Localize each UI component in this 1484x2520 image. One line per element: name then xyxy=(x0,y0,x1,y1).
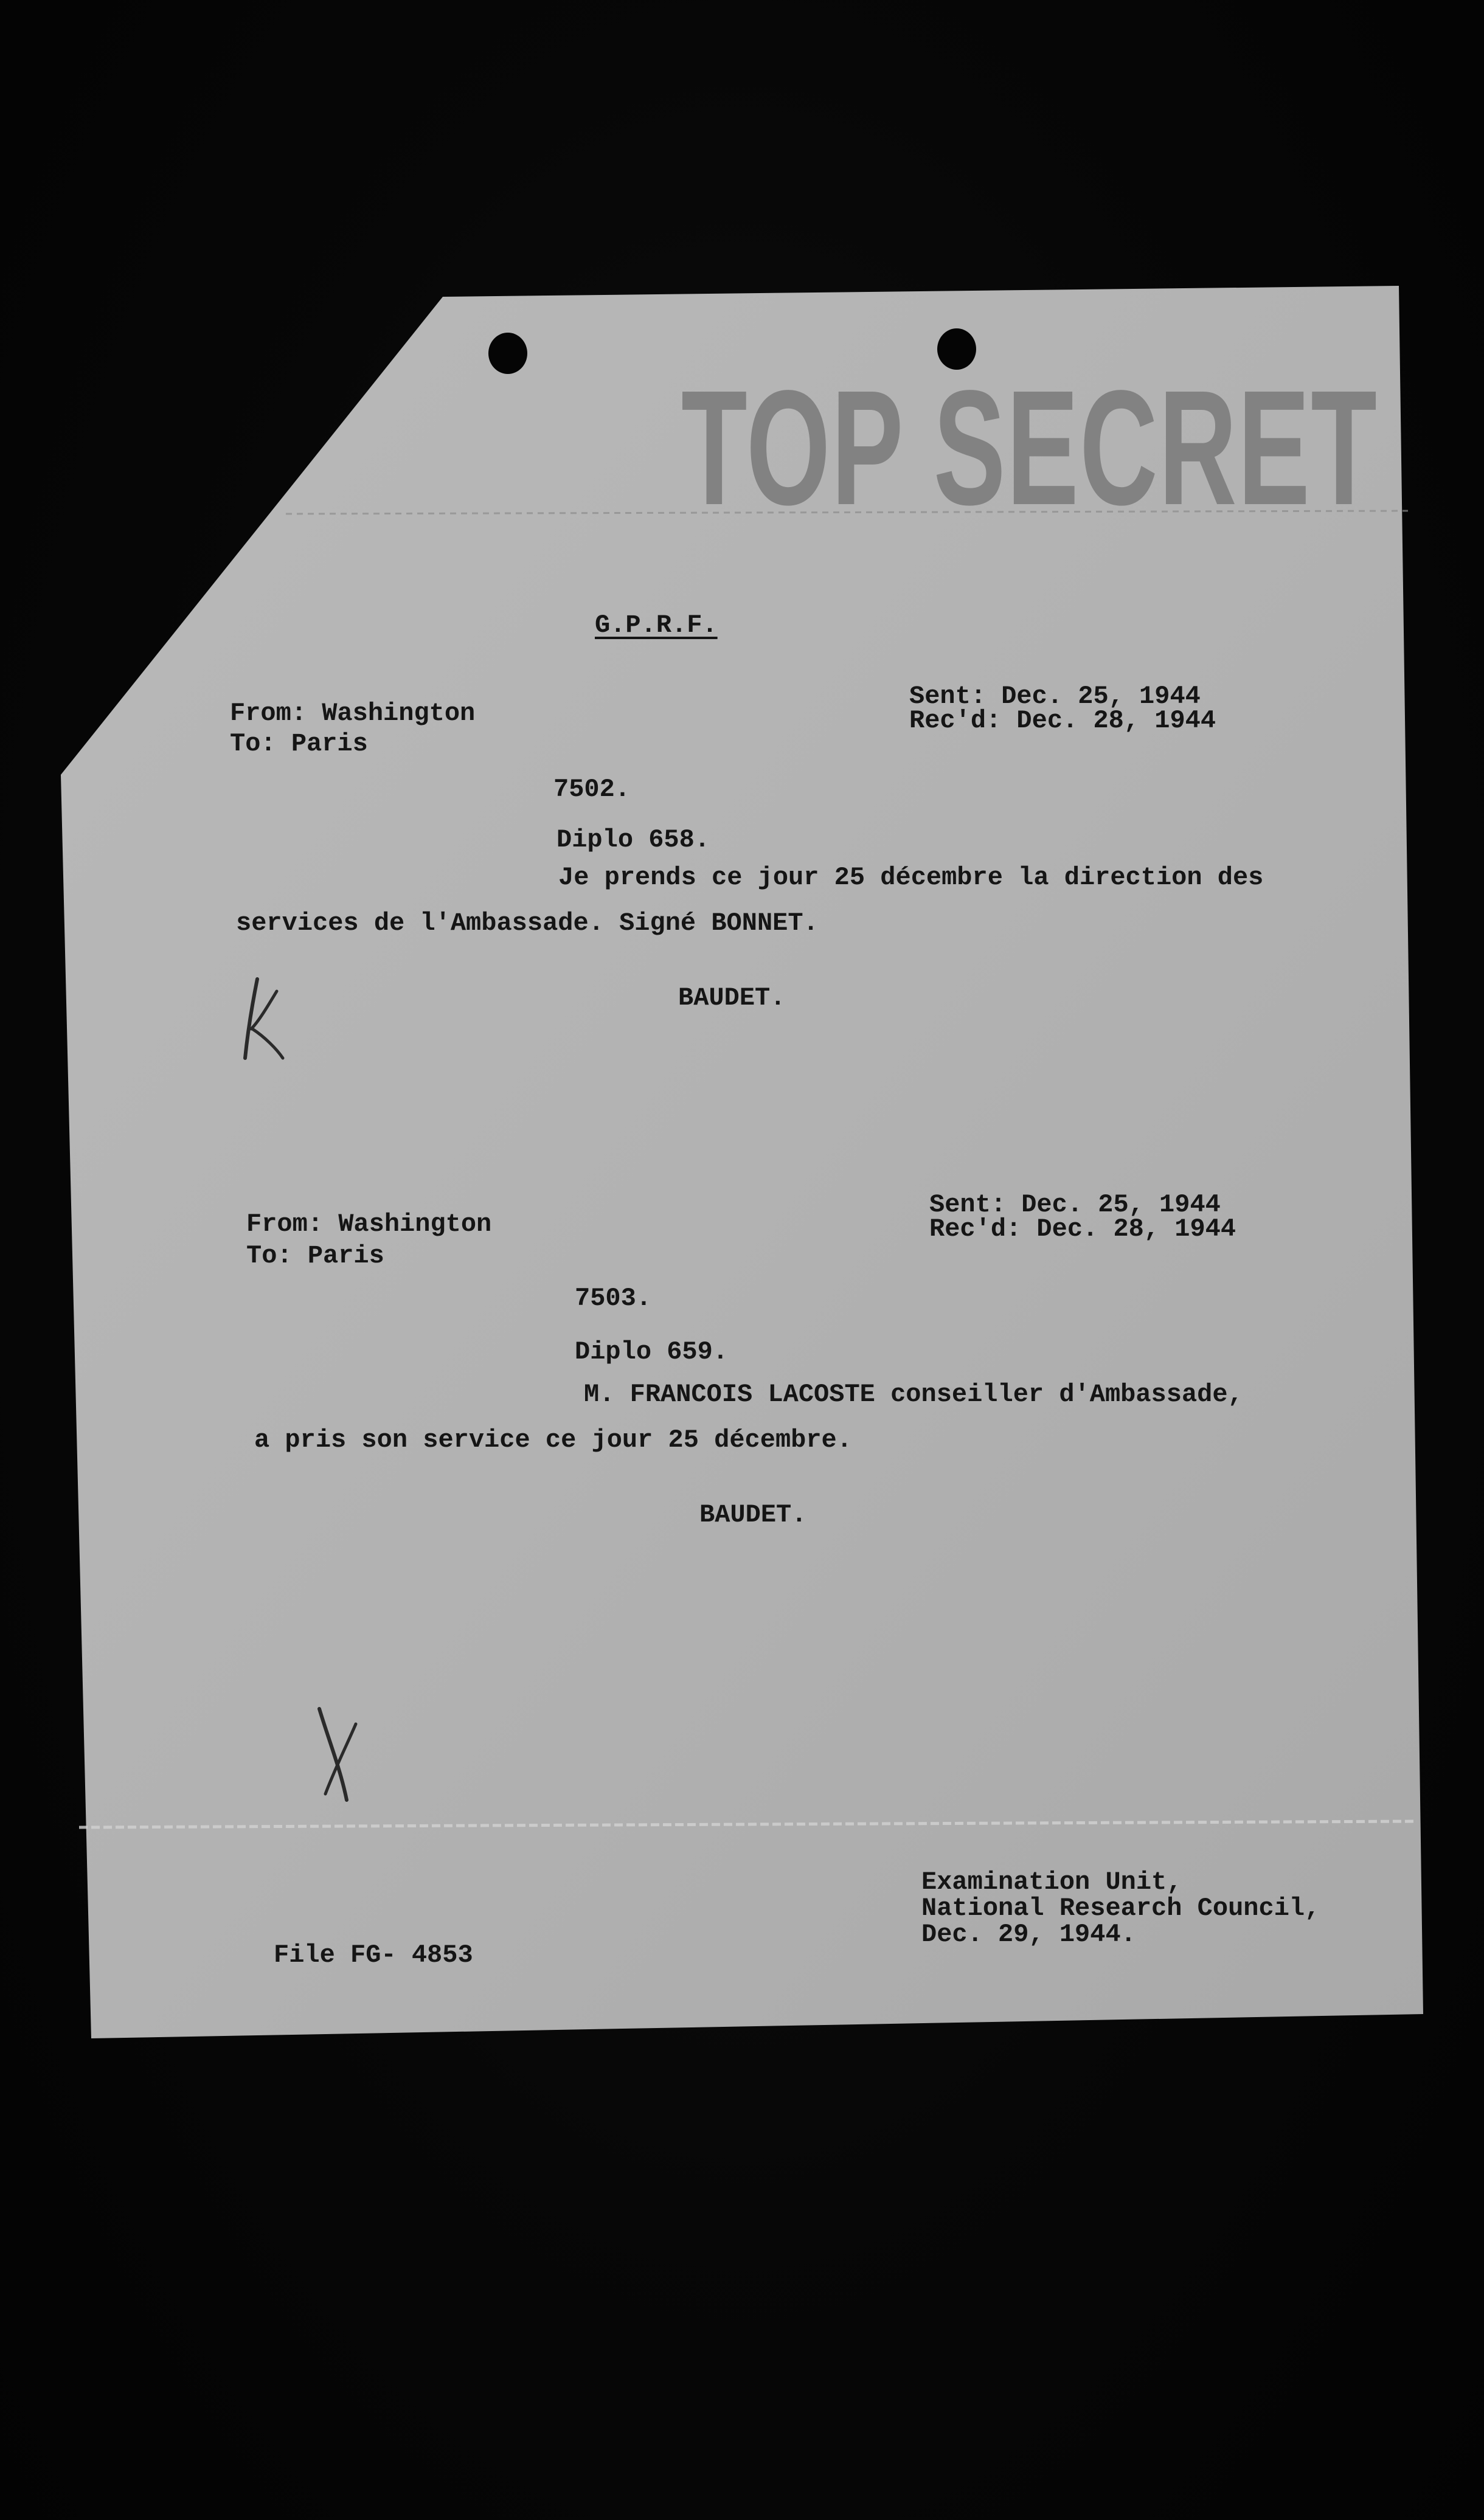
examination-unit-line-1: Examination Unit, xyxy=(921,1868,1182,1897)
message-1-received: Rec'd: Dec. 28, 1944 xyxy=(909,706,1216,735)
message-1-diplo: Diplo 658. xyxy=(556,825,710,854)
message-1-number: 7502. xyxy=(553,775,631,804)
handwritten-mark-k xyxy=(234,973,301,1064)
examination-unit-line-2: National Research Council, xyxy=(921,1894,1320,1923)
message-1-from: From: Washington xyxy=(230,699,476,728)
message-1-to: To: Paris xyxy=(230,729,368,758)
message-2-body-line-1: M. FRANCOIS LACOSTE conseiller d'Ambassade, xyxy=(584,1380,1243,1409)
handwritten-mark-x xyxy=(307,1703,374,1806)
top-secret-stamp: TOP SECRET xyxy=(681,357,1378,539)
file-number: File FG- 4853 xyxy=(274,1940,473,1970)
examination-unit-line-3: Dec. 29, 1944. xyxy=(921,1920,1136,1949)
punch-hole-left xyxy=(488,333,527,374)
message-1-sent: Sent: Dec. 25, 1944 xyxy=(909,682,1201,711)
message-1-body-line-1: Je prends ce jour 25 décembre la direction des xyxy=(558,863,1264,892)
message-2-body-line-2: a pris son service ce jour 25 décembre. xyxy=(254,1425,852,1455)
message-1-signature: BAUDET. xyxy=(678,983,786,1012)
message-2-received: Rec'd: Dec. 28, 1944 xyxy=(929,1214,1236,1244)
document-title: G.P.R.F. xyxy=(595,611,718,640)
message-2-to: To: Paris xyxy=(246,1241,384,1270)
message-2-sent: Sent: Dec. 25, 1944 xyxy=(929,1190,1221,1219)
message-2-from: From: Washington xyxy=(246,1210,492,1239)
message-1-body-line-2: services de l'Ambassade. Signé BONNET. xyxy=(236,909,819,938)
message-2-diplo: Diplo 659. xyxy=(575,1337,729,1366)
message-2-signature: BAUDET. xyxy=(699,1500,807,1529)
message-2-number: 7503. xyxy=(575,1284,652,1313)
